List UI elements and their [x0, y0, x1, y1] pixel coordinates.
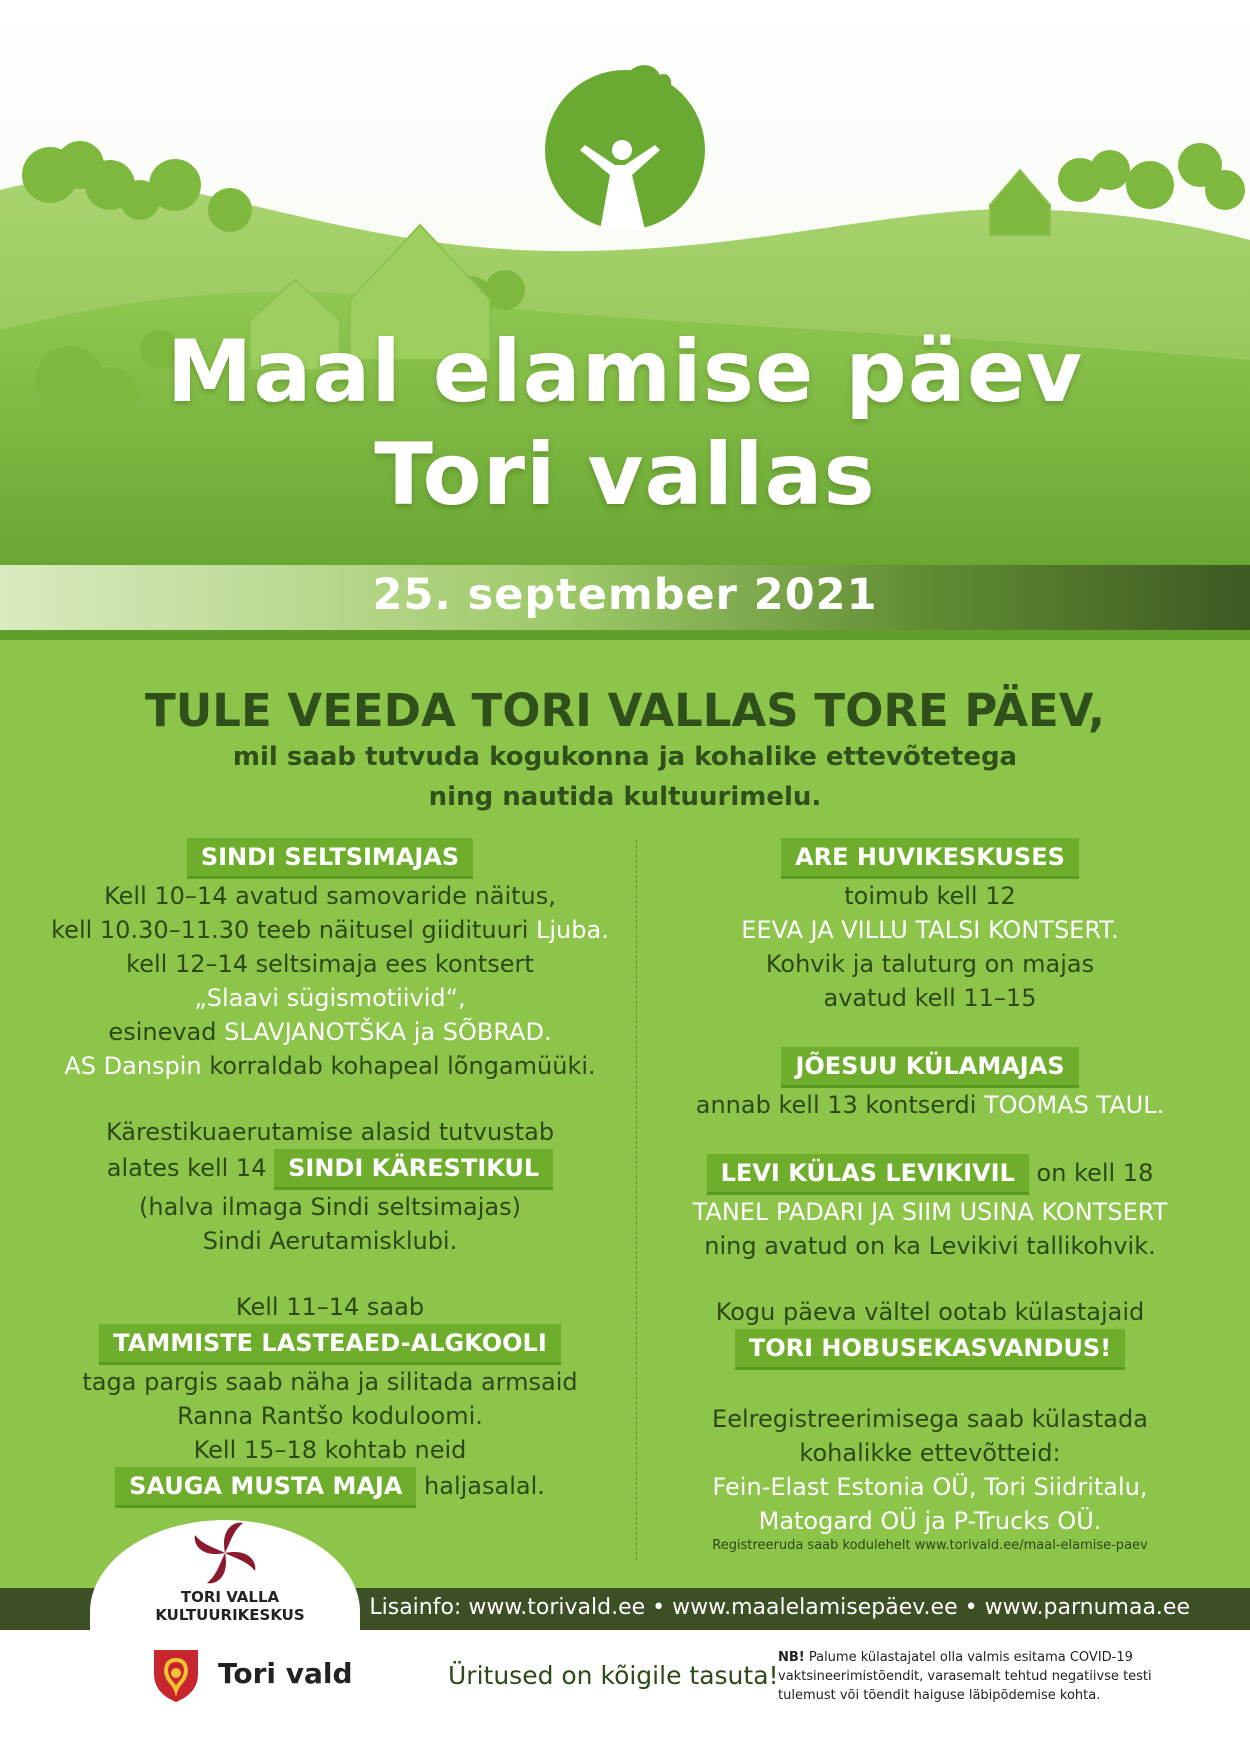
subline-1: mil saab tutvuda kogukonna ja kohalike ettevõtetega [232, 742, 1018, 772]
text-line: EEVA JA VILLU TALSI KONTSERT. [741, 916, 1119, 944]
text-line: Ranna Rantšo koduloomi. [177, 1402, 483, 1430]
text-line: kell 12–14 seltsimaja ees kontsert [126, 950, 534, 978]
title-line-1: Maal elamise päev [166, 322, 1084, 422]
text-line: AS Danspin korraldab kohapeal lõngamüüki. [64, 1052, 596, 1080]
text-line: (halva ilmaga Sindi seltsimajas) [139, 1193, 521, 1221]
text-line: alates kell 14 SINDI KÄRESTIKUL [40, 1149, 620, 1190]
text-line: Sindi Aerutamisklubi. [202, 1227, 458, 1255]
text-line: SAUGA MUSTA MAJA haljasalal. [40, 1467, 620, 1508]
text-line: Kogu päeva vältel ootab külastajaid [715, 1298, 1145, 1326]
venue-hobusekasvandus: TORI HOBUSEKASVANDUS! [735, 1329, 1125, 1370]
headline: TULE VEEDA TORI VALLAS TORE PÄEV, [145, 684, 1105, 737]
text-line: esinevad SLAVJANOTŠKA ja SÕBRAD. [108, 1018, 552, 1046]
venue-levi: LEVI KÜLAS LEVIKIVIL [707, 1154, 1029, 1195]
tori-vald-name: Tori vald [218, 1657, 353, 1690]
free-entry-text: Üritused on kõigile tasuta! [448, 1661, 779, 1690]
kultuurikeskus-name-line-2: KULTUURIKESKUS [155, 1606, 305, 1624]
venue-tammiste: TAMMISTE LASTEAED-ALGKOOLI [99, 1324, 561, 1365]
text-line: TANEL PADARI JA SIIM USINA KONTSERT [692, 1198, 1168, 1226]
text-line: „Slaavi sügismotiivid“, [194, 984, 466, 1012]
text-line: annab kell 13 kontserdi TOOMAS TAUL. [695, 1091, 1165, 1119]
text-line: avatud kell 11–15 [823, 984, 1037, 1012]
text-line: Kell 10–14 avatud samovaride näitus, [104, 882, 556, 910]
kultuurikeskus-name-line-1: TORI VALLA [180, 1588, 280, 1606]
venue-sauga: SAUGA MUSTA MAJA [115, 1467, 416, 1508]
text-line: Fein-Elast Estonia OÜ, Tori Siidritalu, [712, 1473, 1148, 1501]
tori-vald-crest-icon [150, 1646, 202, 1704]
text-line: kohalikke ettevõtteid: [799, 1439, 1061, 1467]
covid-notice: NB! Palume külastajatel olla valmis esitama COVID-19 vaktsineerimistõendit, varasemalt tehtud negatiivse testi tulemust või tõendit haiguse läbipõdemise kohta. [778, 1650, 1152, 1703]
venue-karestik: SINDI KÄRESTIKUL [274, 1149, 553, 1190]
text-line: toimub kell 12 [844, 882, 1016, 910]
hero-landscape [0, 0, 1250, 640]
text-line: Matogard OÜ ja P-Trucks OÜ. [758, 1507, 1102, 1535]
registration-note: Registreeruda saab kodulehelt www.torivald.ee/maal-elamise-paev [712, 1538, 1148, 1553]
right-column [650, 838, 1210, 1538]
text-line: taga pargis saab näha ja silitada armsaid [82, 1368, 578, 1396]
title-line-2: Tori vallas [374, 425, 876, 525]
column-divider [636, 840, 637, 1560]
text-line: Kohvik ja taluturg on majas [765, 950, 1095, 978]
text-line: Kell 15–18 kohtab neid [193, 1436, 467, 1464]
text-line: ning avatud on ka Levikivi tallikohvik. [704, 1232, 1156, 1260]
kultuurikeskus-logo-icon [160, 1518, 290, 1588]
footer-links: Lisainfo: www.torivald.ee • www.maalelamisepäev.ee • www.parnumaa.ee [369, 1595, 1190, 1620]
event-date: 25. september 2021 [372, 570, 878, 620]
text-line: LEVI KÜLAS LEVIKIVIL on kell 18 [650, 1154, 1210, 1195]
text-line: kell 10.30–11.30 teeb näitusel giidituuri Ljuba. [51, 916, 609, 944]
text-line: Kärestikuaerutamise alasid tutvustab [105, 1118, 555, 1146]
subline-2: ning nautida kultuurimelu. [428, 782, 822, 812]
text-line: Eelregistreerimisega saab külastada [712, 1405, 1148, 1433]
venue-are: ARE HUVIKESKUSES [781, 838, 1079, 879]
venue-sindi: SINDI SELTSIMAJAS [187, 838, 473, 879]
left-column [40, 838, 620, 1508]
venue-joesuu: JÕESUU KÜLAMAJAS [781, 1047, 1078, 1088]
text-line: Kell 11–14 saab [235, 1293, 425, 1321]
